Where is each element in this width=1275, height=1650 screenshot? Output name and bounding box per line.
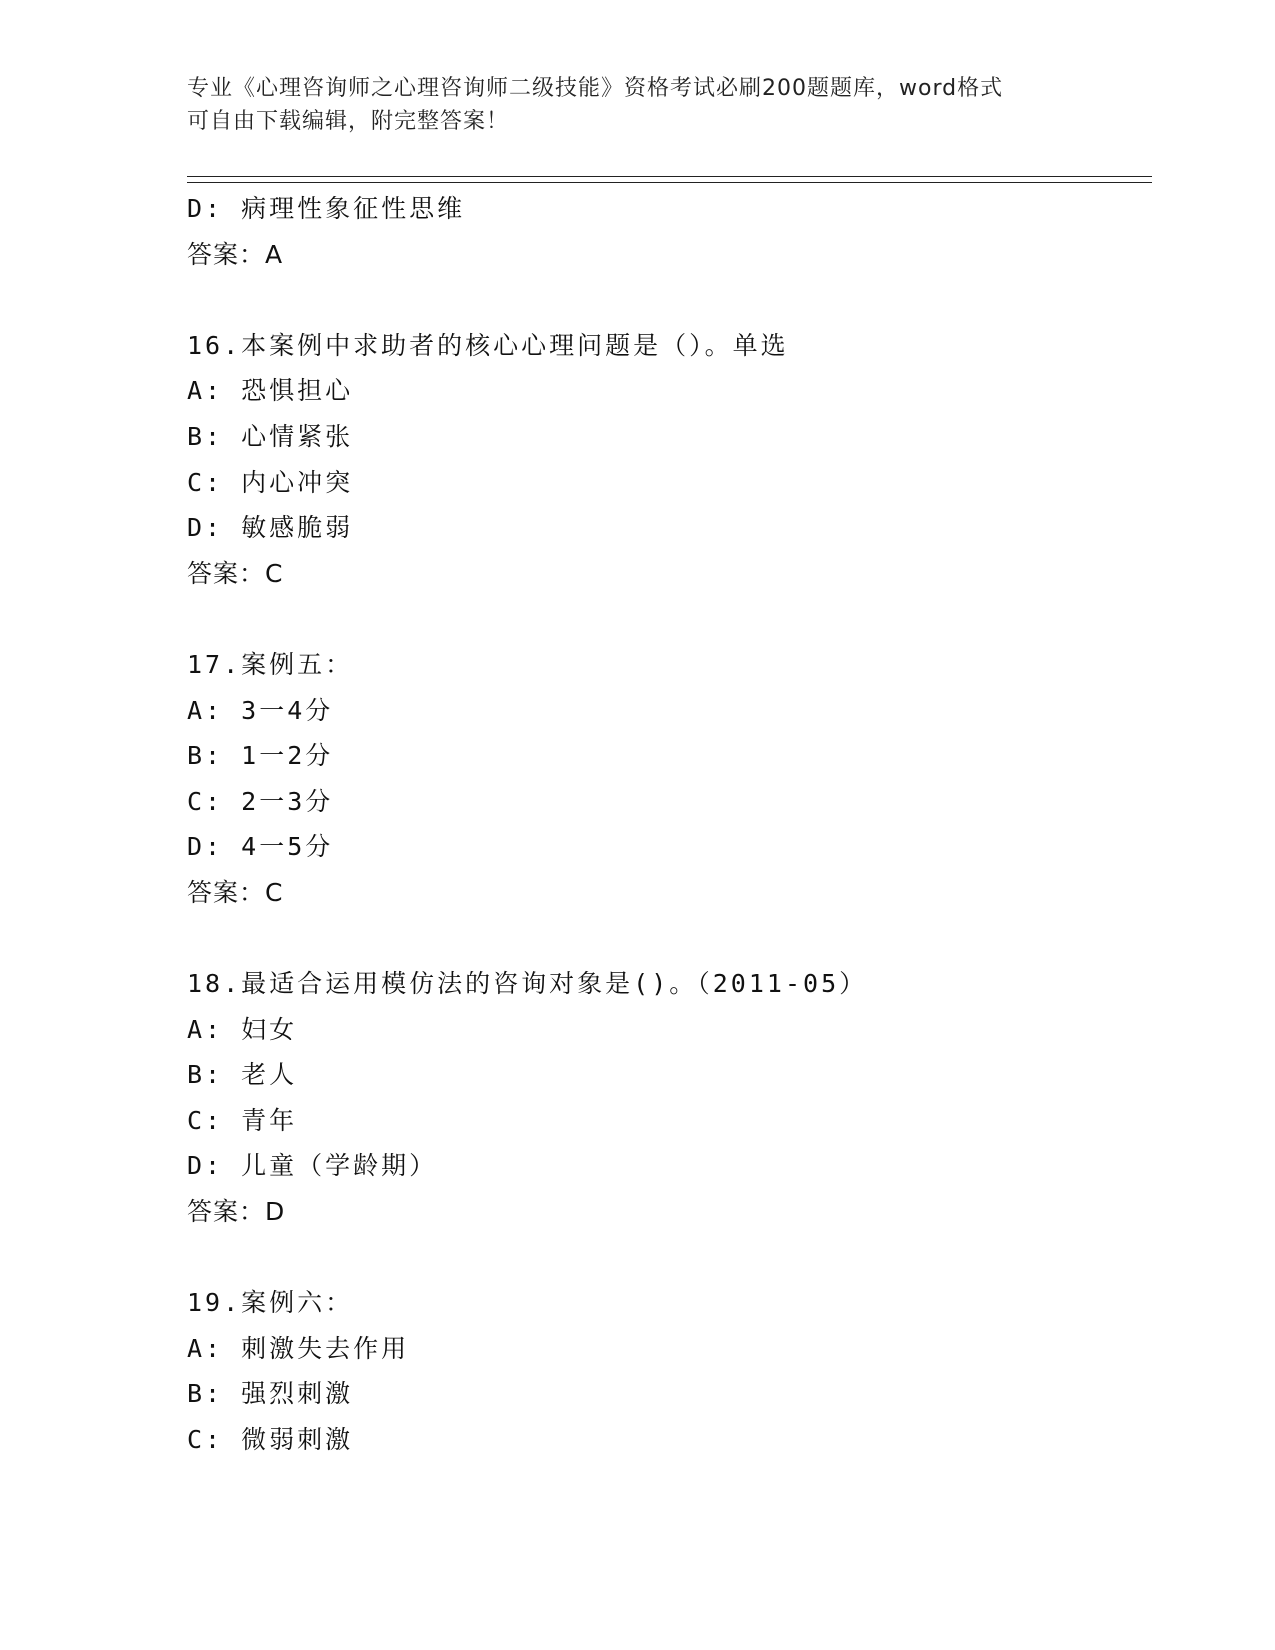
spacer (187, 596, 1147, 642)
option-d: D: 病理性象征性思维 (187, 194, 466, 223)
question-stem: 18.最适合运用模仿法的咨询对象是()。（2011-05） (187, 969, 868, 999)
option-c: C: 2一3分 (187, 786, 334, 816)
option-a: A: 刺激失去作用 (187, 1333, 410, 1363)
spacer (187, 277, 1147, 323)
question-19 (187, 1280, 1147, 1462)
option-a: A: 3一4分 (187, 695, 334, 725)
answer-line: 答案：C (187, 558, 284, 588)
option-c: C: 青年 (187, 1105, 298, 1135)
option-a: A: 妇女 (187, 1014, 298, 1044)
question-list (187, 186, 1147, 1463)
option-b: B: 1一2分 (187, 741, 334, 771)
option-d: D: 敏感脆弱 (187, 513, 354, 543)
question-17 (187, 642, 1147, 916)
option-a: A: 恐惧担心 (187, 376, 354, 406)
answer-line: 答案：D (187, 1197, 286, 1227)
question-stem: 17.案例五： (187, 649, 354, 679)
question-18 (187, 961, 1147, 1235)
answer-line: 答案：C (187, 877, 284, 907)
spacer (187, 916, 1147, 962)
answer-line: 答案：A (187, 239, 284, 269)
question-stem: 19.案例六： (187, 1288, 354, 1318)
option-b: B: 老人 (187, 1060, 298, 1090)
option-b: B: 强烈刺激 (187, 1379, 354, 1409)
header-line-2: 可自由下载编辑，附完整答案！ (187, 109, 510, 134)
option-c: C: 内心冲突 (187, 467, 354, 497)
header-double-rule (187, 176, 1152, 183)
spacer (187, 1235, 1147, 1281)
option-c: C: 微弱刺激 (187, 1425, 354, 1455)
question-16 (187, 323, 1147, 597)
question-stem: 16.本案例中求助者的核心心理问题是（）。单选 (187, 330, 789, 360)
option-b: B: 心情紧张 (187, 421, 354, 451)
option-d: D: 4一5分 (187, 832, 334, 862)
header-line-1: 专业《心理咨询师之心理咨询师二级技能》资格考试必刷200题题库，word格式 (187, 76, 1004, 101)
page-header (187, 72, 1087, 138)
option-d: D: 儿童（学龄期） (187, 1151, 438, 1181)
